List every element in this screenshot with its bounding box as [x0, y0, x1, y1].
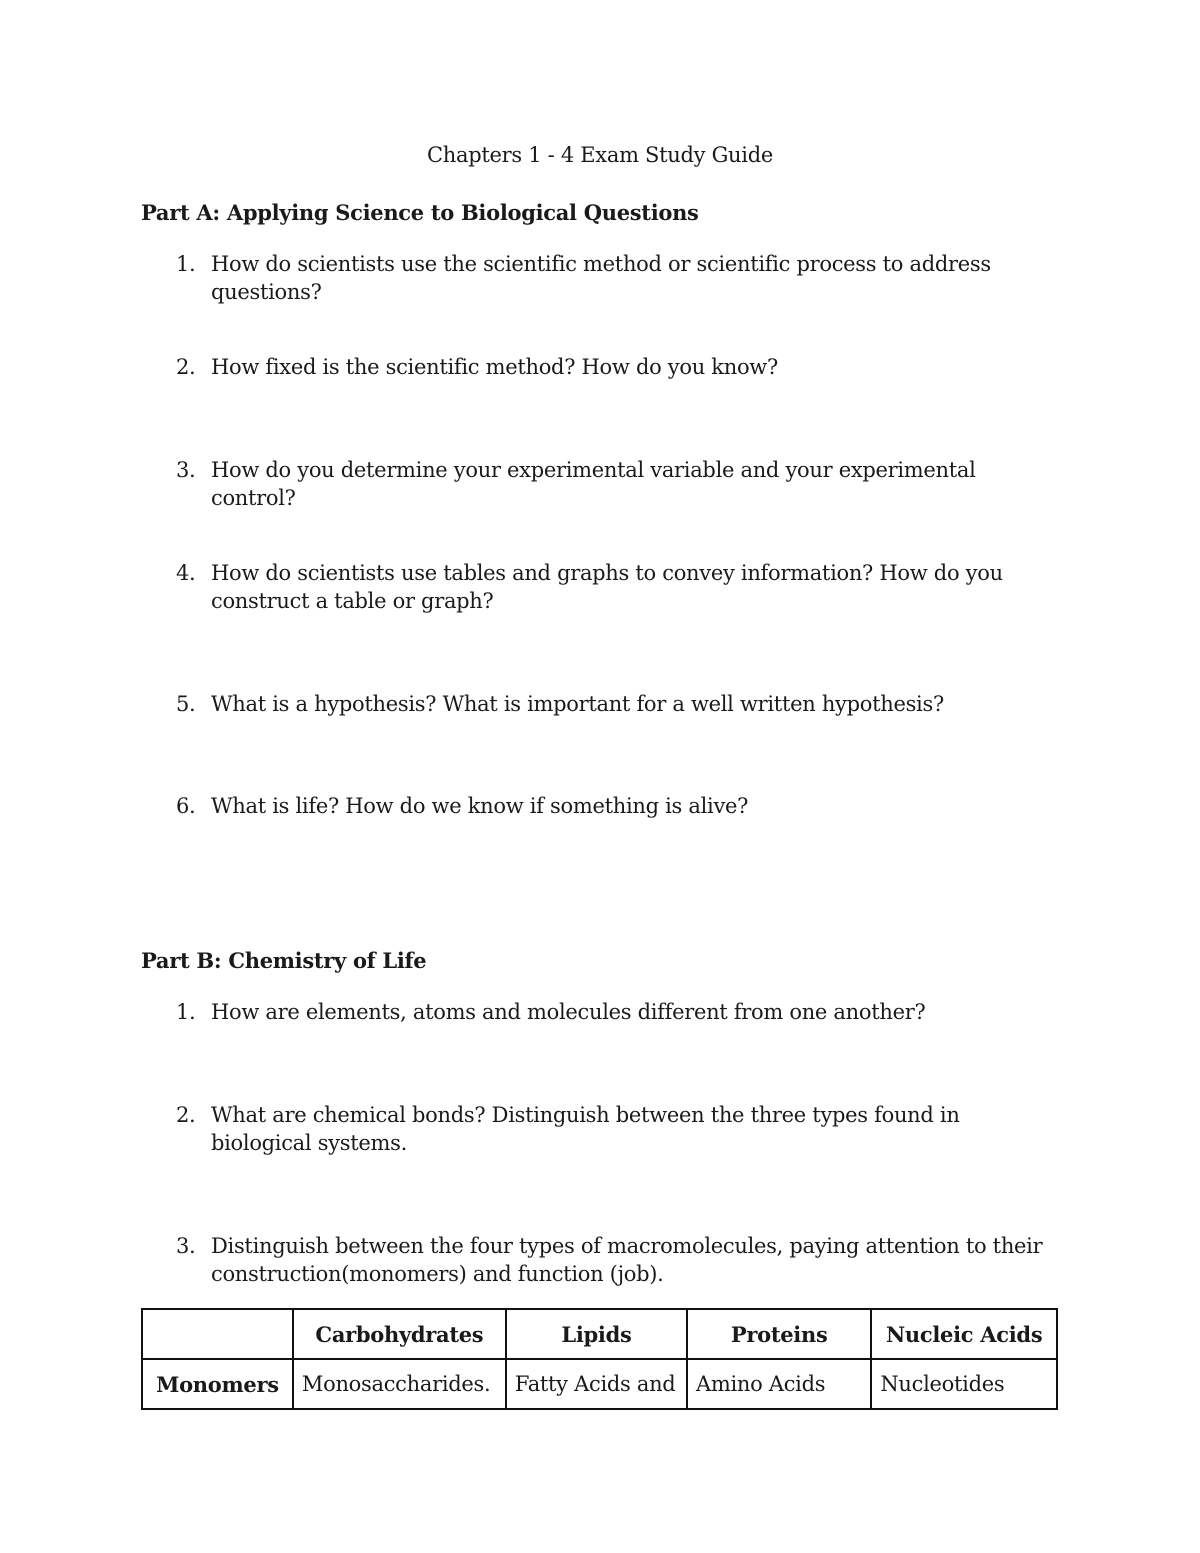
part-b-question-3 [176, 1232, 1056, 1288]
part-b-question-1 [176, 998, 1056, 1026]
table-header-cell: Nucleic Acids [871, 1309, 1057, 1359]
question-text: How fixed is the scientific method? How do you know? [211, 355, 778, 379]
question-text: How do you determine your experimental variable and your experimental control? [211, 458, 976, 510]
question-number: 1. [176, 252, 196, 276]
question-number: 2. [176, 355, 196, 379]
document-title: Chapters 1 - 4 Exam Study Guide [427, 143, 773, 167]
question-text: What is a hypothesis? What is important for a well written hypothesis? [211, 692, 944, 716]
table-row-label: Monomers [142, 1359, 293, 1409]
question-text: What is life? How do we know if something is alive? [211, 794, 749, 818]
question-number: 3. [176, 458, 196, 482]
question-number: 4. [176, 561, 196, 585]
table-header-cell [142, 1309, 293, 1359]
part-a-question-4 [176, 559, 1056, 615]
question-number: 2. [176, 1103, 196, 1127]
part-b-question-2 [176, 1101, 1056, 1157]
table-header-cell: Proteins [687, 1309, 871, 1359]
table-row [142, 1359, 1057, 1409]
question-number: 6. [176, 794, 196, 818]
part-a-question-1 [176, 250, 1056, 306]
macromolecules-table [141, 1308, 1058, 1410]
part-a-question-2 [176, 353, 1056, 381]
table-header-cell: Lipids [506, 1309, 687, 1359]
table-cell: Amino Acids [687, 1359, 871, 1409]
question-number: 3. [176, 1234, 196, 1258]
question-number: 1. [176, 1000, 196, 1024]
table-cell: Fatty Acids and [506, 1359, 687, 1409]
question-text: How do scientists use tables and graphs to convey information? How do you construct a table or graph? [211, 561, 1003, 613]
part-a-heading: Part A: Applying Science to Biological Questions [141, 200, 699, 225]
table-cell: Nucleotides [871, 1359, 1057, 1409]
question-number: 5. [176, 692, 196, 716]
table-header-cell: Carbohydrates [293, 1309, 506, 1359]
question-text: How are elements, atoms and molecules different from one another? [211, 1000, 926, 1024]
part-a-question-3 [176, 456, 1056, 512]
question-text: What are chemical bonds? Distinguish between the three types found in biological systems. [211, 1103, 960, 1155]
table-cell: Monosaccharides. [293, 1359, 506, 1409]
table-header-row [142, 1309, 1057, 1359]
part-a-question-6 [176, 792, 1056, 820]
part-b-heading: Part B: Chemistry of Life [141, 948, 427, 973]
question-text: How do scientists use the scientific method or scientific process to address questions? [211, 252, 991, 304]
part-a-question-5 [176, 690, 1056, 718]
question-text: Distinguish between the four types of macromolecules, paying attention to their construction(monomers) and function (job). [211, 1234, 1043, 1286]
